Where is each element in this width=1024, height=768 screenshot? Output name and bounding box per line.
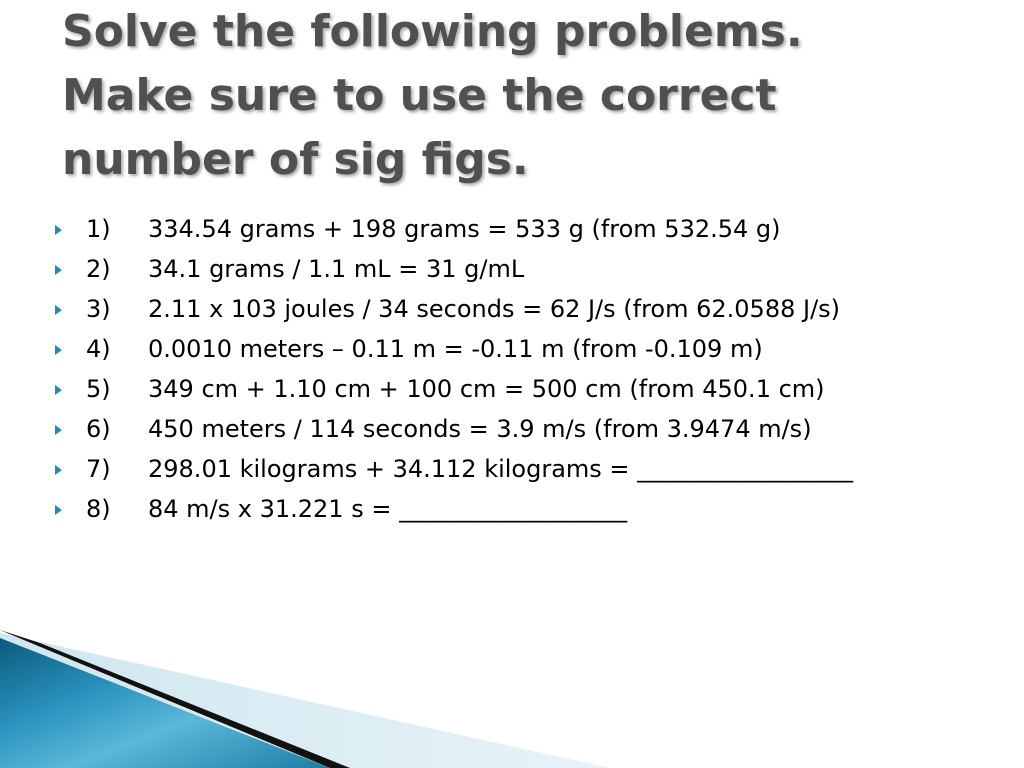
problem-text: 34.1 grams / 1.1 mL = 31 g/mL [148,255,525,283]
problem-number: 3) [86,295,111,323]
list-item [55,374,955,404]
corner-swoosh-decoration [0,628,1024,768]
bullet-arrow-icon [55,265,62,275]
problem-number: 2) [86,255,111,283]
list-item [55,334,955,364]
list-item [55,294,955,324]
slide-title [62,0,962,192]
problem-number: 6) [86,415,111,443]
problem-number: 1) [86,215,111,243]
problem-text: 334.54 grams + 198 grams = 533 g (from 532.54 g) [148,215,781,243]
list-item [55,254,955,284]
list-item [55,454,955,484]
bullet-arrow-icon [55,465,62,475]
list-item [55,494,955,524]
problem-number: 7) [86,455,111,483]
title-line-2: Make sure to use the correct [62,70,777,121]
problem-number: 8) [86,495,111,523]
problem-text: 349 cm + 1.10 cm + 100 cm = 500 cm (from 450.1 cm) [148,375,825,403]
problem-number: 5) [86,375,111,403]
bullet-arrow-icon [55,305,62,315]
title-line-3: number of sig figs. [62,134,529,185]
problem-text: 450 meters / 114 seconds = 3.9 m/s (from 3.9474 m/s) [148,415,812,443]
problem-text: 298.01 kilograms + 34.112 kilograms = __________________ [148,455,854,483]
problem-text: 0.0010 meters – 0.11 m = -0.11 m (from -0.109 m) [148,335,763,363]
list-item [55,214,955,244]
bullet-arrow-icon [55,505,62,515]
list-item [55,414,955,444]
bullet-arrow-icon [55,225,62,235]
problem-text: 2.11 x 103 joules / 34 seconds = 62 J/s (from 62.0588 J/s) [148,295,841,323]
problem-list [55,214,955,534]
bullet-arrow-icon [55,425,62,435]
bullet-arrow-icon [55,385,62,395]
problem-text: 84 m/s x 31.221 s = ___________________ [148,495,628,523]
title-line-1: Solve the following problems. [62,6,803,57]
bullet-arrow-icon [55,345,62,355]
problem-number: 4) [86,335,111,363]
